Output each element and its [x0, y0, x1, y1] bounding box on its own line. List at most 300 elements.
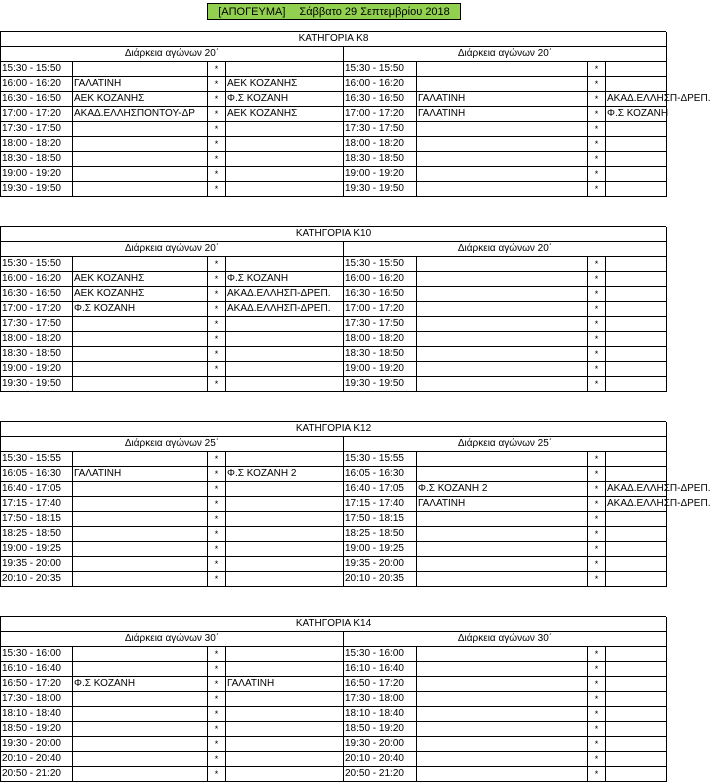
team-away-left: ΑΚΑΔ.ΕΛΛΗΣΠ-ΔΡΕΠ. [226, 287, 344, 302]
team-home-right [417, 362, 588, 377]
time-slot-right: 19:00 - 19:20 [344, 167, 417, 182]
time-slot-left: 20:50 - 21:20 [1, 767, 73, 782]
time-slot-left: 16:40 - 17:05 [1, 482, 73, 497]
team-away-left: ΑΚΑΔ.ΕΛΛΗΣΠ-ΔΡΕΠ. [226, 302, 344, 317]
team-home-left: ΓΑΛΑΤΙΝΗ [73, 467, 208, 482]
team-away-left: Φ.Σ ΚΟΖΑΝΗ 2 [226, 467, 344, 482]
versus-marker: * [208, 167, 226, 182]
versus-marker: * [588, 677, 606, 692]
versus-marker: * [588, 452, 606, 467]
team-away-left [226, 317, 344, 332]
team-away-left [226, 722, 344, 737]
time-slot-right: 20:10 - 20:35 [344, 572, 417, 587]
time-slot-left: 17:00 - 17:20 [1, 107, 73, 122]
versus-marker: * [588, 707, 606, 722]
versus-marker: * [208, 767, 226, 782]
team-away-left [226, 452, 344, 467]
team-home-left: Φ.Σ ΚΟΖΑΝΗ [73, 677, 208, 692]
team-away-left [226, 152, 344, 167]
versus-marker: * [208, 332, 226, 347]
team-home-right [417, 257, 588, 272]
versus-marker: * [588, 347, 606, 362]
versus-marker: * [208, 737, 226, 752]
team-away-left [226, 542, 344, 557]
team-away-left [226, 557, 344, 572]
team-away-right: ΑΚΑΔ.ΕΛΛΗΣΠ-ΔΡΕΠ. [606, 92, 667, 107]
versus-marker: * [208, 527, 226, 542]
team-home-right: Φ.Σ ΚΟΖΑΝΗ 2 [417, 482, 588, 497]
team-away-left [226, 497, 344, 512]
category-title: ΚΑΤΗΓΟΡΙΑ Κ12 [1, 422, 667, 437]
team-away-left [226, 707, 344, 722]
team-away-left: ΑΕΚ ΚΟΖΑΝΗΣ [226, 107, 344, 122]
time-slot-right: 16:00 - 16:20 [344, 77, 417, 92]
time-slot-left: 20:10 - 20:40 [1, 752, 73, 767]
team-away-right [606, 572, 667, 587]
time-slot-left: 18:50 - 19:20 [1, 722, 73, 737]
team-home-right [417, 692, 588, 707]
team-away-left [226, 512, 344, 527]
team-home-right [417, 737, 588, 752]
team-away-right [606, 542, 667, 557]
period-label: [ΑΠΟΓΕΥΜΑ] [218, 5, 286, 18]
versus-marker: * [588, 92, 606, 107]
time-slot-right: 17:30 - 17:50 [344, 122, 417, 137]
time-slot-right: 16:10 - 16:40 [344, 662, 417, 677]
time-slot-left: 16:10 - 16:40 [1, 662, 73, 677]
team-away-right [606, 512, 667, 527]
time-slot-left: 16:30 - 16:50 [1, 92, 73, 107]
team-away-right [606, 287, 667, 302]
time-slot-left: 19:00 - 19:20 [1, 362, 73, 377]
category-block [0, 421, 710, 587]
time-slot-right: 19:30 - 20:00 [344, 737, 417, 752]
time-slot-right: 18:10 - 18:40 [344, 707, 417, 722]
time-slot-left: 17:00 - 17:20 [1, 302, 73, 317]
team-away-left [226, 482, 344, 497]
team-home-right [417, 662, 588, 677]
time-slot-right: 18:30 - 18:50 [344, 152, 417, 167]
team-away-right [606, 647, 667, 662]
team-home-right [417, 77, 588, 92]
versus-marker: * [588, 737, 606, 752]
date-label: Σάββατο 29 Σεπτεμβρίου 2018 [299, 5, 450, 18]
team-home-left [73, 512, 208, 527]
team-home-right [417, 722, 588, 737]
versus-marker: * [208, 302, 226, 317]
time-slot-right: 16:30 - 16:50 [344, 287, 417, 302]
team-away-right [606, 662, 667, 677]
team-away-left: Φ.Σ ΚΟΖΑΝΗ [226, 92, 344, 107]
team-home-left [73, 182, 208, 197]
time-slot-right: 18:00 - 18:20 [344, 137, 417, 152]
team-home-left [73, 767, 208, 782]
team-home-right [417, 752, 588, 767]
team-away-right [606, 122, 667, 137]
time-slot-left: 15:30 - 15:50 [1, 62, 73, 77]
versus-marker: * [208, 92, 226, 107]
versus-marker: * [208, 347, 226, 362]
team-away-right [606, 302, 667, 317]
team-away-right [606, 737, 667, 752]
duration-left: Διάρκεια αγώνων 30΄ [1, 632, 344, 647]
versus-marker: * [588, 287, 606, 302]
team-away-right [606, 152, 667, 167]
versus-marker: * [208, 362, 226, 377]
team-away-left [226, 572, 344, 587]
versus-marker: * [588, 512, 606, 527]
team-home-left [73, 122, 208, 137]
versus-marker: * [208, 152, 226, 167]
team-away-left [226, 362, 344, 377]
time-slot-right: 18:30 - 18:50 [344, 347, 417, 362]
team-home-right [417, 152, 588, 167]
category-block [0, 31, 710, 197]
time-slot-right: 19:35 - 20:00 [344, 557, 417, 572]
team-away-right [606, 347, 667, 362]
team-home-left: ΑΕΚ ΚΟΖΑΝΗΣ [73, 272, 208, 287]
team-away-right [606, 692, 667, 707]
time-slot-left: 15:30 - 15:55 [1, 452, 73, 467]
versus-marker: * [588, 257, 606, 272]
team-away-left [226, 647, 344, 662]
team-home-left [73, 707, 208, 722]
team-home-left [73, 257, 208, 272]
time-slot-right: 17:00 - 17:20 [344, 302, 417, 317]
team-home-left [73, 362, 208, 377]
time-slot-right: 20:10 - 20:40 [344, 752, 417, 767]
versus-marker: * [208, 317, 226, 332]
time-slot-left: 18:25 - 18:50 [1, 527, 73, 542]
team-home-left [73, 692, 208, 707]
team-home-left [73, 152, 208, 167]
team-home-right [417, 167, 588, 182]
time-slot-left: 19:30 - 20:00 [1, 737, 73, 752]
time-slot-left: 16:00 - 16:20 [1, 77, 73, 92]
team-home-right [417, 767, 588, 782]
versus-marker: * [588, 557, 606, 572]
team-home-left [73, 722, 208, 737]
time-slot-left: 17:15 - 17:40 [1, 497, 73, 512]
duration-left: Διάρκεια αγώνων 20΄ [1, 47, 344, 62]
team-home-right [417, 317, 588, 332]
team-home-left [73, 482, 208, 497]
team-away-right [606, 62, 667, 77]
team-home-right: ΓΑΛΑΤΙΝΗ [417, 497, 588, 512]
team-away-left [226, 767, 344, 782]
date-banner [207, 3, 461, 20]
team-away-left: ΑΕΚ ΚΟΖΑΝΗΣ [226, 77, 344, 92]
team-home-right [417, 122, 588, 137]
category-title: ΚΑΤΗΓΟΡΙΑ Κ8 [1, 32, 667, 47]
time-slot-left: 19:35 - 20:00 [1, 557, 73, 572]
versus-marker: * [208, 77, 226, 92]
team-away-right [606, 377, 667, 392]
team-home-left [73, 137, 208, 152]
team-away-left [226, 377, 344, 392]
versus-marker: * [208, 287, 226, 302]
team-away-right: ΑΚΑΔ.ΕΛΛΗΣΠ-ΔΡΕΠ. [606, 482, 667, 497]
time-slot-left: 16:00 - 16:20 [1, 272, 73, 287]
team-away-right [606, 722, 667, 737]
time-slot-right: 15:30 - 15:50 [344, 257, 417, 272]
time-slot-left: 16:05 - 16:30 [1, 467, 73, 482]
versus-marker: * [208, 377, 226, 392]
team-away-right [606, 167, 667, 182]
team-home-left [73, 662, 208, 677]
team-away-left: Φ.Σ ΚΟΖΑΝΗ [226, 272, 344, 287]
time-slot-left: 17:30 - 17:50 [1, 317, 73, 332]
team-home-left [73, 377, 208, 392]
team-home-left: ΑΕΚ ΚΟΖΑΝΗΣ [73, 287, 208, 302]
versus-marker: * [208, 62, 226, 77]
team-away-left [226, 347, 344, 362]
time-slot-left: 16:30 - 16:50 [1, 287, 73, 302]
time-slot-left: 18:30 - 18:50 [1, 152, 73, 167]
team-home-right [417, 182, 588, 197]
team-home-right: ΓΑΛΑΤΙΝΗ [417, 92, 588, 107]
team-away-right [606, 77, 667, 92]
team-home-left [73, 62, 208, 77]
versus-marker: * [208, 482, 226, 497]
versus-marker: * [208, 497, 226, 512]
versus-marker: * [208, 662, 226, 677]
duration-left: Διάρκεια αγώνων 20΄ [1, 242, 344, 257]
versus-marker: * [208, 692, 226, 707]
team-home-left [73, 347, 208, 362]
duration-left: Διάρκεια αγώνων 25΄ [1, 437, 344, 452]
versus-marker: * [588, 752, 606, 767]
team-away-left [226, 332, 344, 347]
time-slot-right: 16:30 - 16:50 [344, 92, 417, 107]
team-away-left [226, 692, 344, 707]
team-home-right [417, 542, 588, 557]
team-away-right [606, 557, 667, 572]
time-slot-left: 18:10 - 18:40 [1, 707, 73, 722]
page-header [0, 0, 667, 24]
team-home-right [417, 347, 588, 362]
category-block [0, 226, 666, 392]
team-home-right [417, 452, 588, 467]
time-slot-left: 18:30 - 18:50 [1, 347, 73, 362]
team-away-left [226, 527, 344, 542]
team-home-right [417, 557, 588, 572]
versus-marker: * [588, 62, 606, 77]
versus-marker: * [208, 122, 226, 137]
time-slot-right: 18:00 - 18:20 [344, 332, 417, 347]
versus-marker: * [208, 557, 226, 572]
team-home-right [417, 62, 588, 77]
team-home-left [73, 527, 208, 542]
team-away-left: ΓΑΛΑΤΙΝΗ [226, 677, 344, 692]
versus-marker: * [208, 572, 226, 587]
team-away-right [606, 317, 667, 332]
versus-marker: * [208, 137, 226, 152]
versus-marker: * [208, 272, 226, 287]
versus-marker: * [588, 272, 606, 287]
team-away-left [226, 122, 344, 137]
team-home-left [73, 317, 208, 332]
versus-marker: * [588, 662, 606, 677]
team-away-right [606, 257, 667, 272]
team-home-right [417, 272, 588, 287]
team-home-right [417, 467, 588, 482]
duration-right: Διάρκεια αγώνων 25΄ [344, 437, 667, 452]
team-home-right [417, 647, 588, 662]
team-home-left [73, 167, 208, 182]
time-slot-right: 20:50 - 21:20 [344, 767, 417, 782]
duration-right: Διάρκεια αγώνων 20΄ [344, 242, 667, 257]
time-slot-right: 15:30 - 16:00 [344, 647, 417, 662]
team-away-left [226, 137, 344, 152]
time-slot-right: 19:00 - 19:20 [344, 362, 417, 377]
time-slot-right: 17:50 - 18:15 [344, 512, 417, 527]
team-away-right [606, 752, 667, 767]
time-slot-left: 17:30 - 17:50 [1, 122, 73, 137]
team-away-right [606, 527, 667, 542]
time-slot-right: 18:25 - 18:50 [344, 527, 417, 542]
team-away-right [606, 182, 667, 197]
time-slot-left: 19:00 - 19:20 [1, 167, 73, 182]
team-away-right [606, 362, 667, 377]
team-away-left [226, 62, 344, 77]
time-slot-left: 19:30 - 19:50 [1, 377, 73, 392]
team-home-right [417, 677, 588, 692]
time-slot-right: 15:30 - 15:55 [344, 452, 417, 467]
team-away-right: Φ.Σ ΚΟΖΑΝΗ [606, 107, 667, 122]
duration-right: Διάρκεια αγώνων 20΄ [344, 47, 667, 62]
versus-marker: * [588, 182, 606, 197]
team-away-right [606, 677, 667, 692]
team-home-right [417, 512, 588, 527]
team-away-right [606, 707, 667, 722]
team-away-right [606, 452, 667, 467]
time-slot-right: 19:30 - 19:50 [344, 377, 417, 392]
team-home-left [73, 752, 208, 767]
team-away-left [226, 182, 344, 197]
versus-marker: * [588, 542, 606, 557]
team-home-right [417, 572, 588, 587]
versus-marker: * [588, 467, 606, 482]
time-slot-right: 17:00 - 17:20 [344, 107, 417, 122]
time-slot-right: 16:50 - 17:20 [344, 677, 417, 692]
team-away-left [226, 737, 344, 752]
time-slot-left: 19:00 - 19:25 [1, 542, 73, 557]
team-away-left [226, 662, 344, 677]
team-home-left [73, 647, 208, 662]
team-away-right: ΑΚΑΔ.ΕΛΛΗΣΠ-ΔΡΕΠ. [606, 497, 667, 512]
time-slot-left: 17:30 - 18:00 [1, 692, 73, 707]
versus-marker: * [208, 722, 226, 737]
time-slot-right: 16:00 - 16:20 [344, 272, 417, 287]
team-home-left [73, 542, 208, 557]
category-title: ΚΑΤΗΓΟΡΙΑ Κ10 [1, 227, 667, 242]
time-slot-right: 18:50 - 19:20 [344, 722, 417, 737]
versus-marker: * [588, 482, 606, 497]
versus-marker: * [208, 647, 226, 662]
team-home-left [73, 572, 208, 587]
versus-marker: * [588, 572, 606, 587]
team-home-right [417, 332, 588, 347]
versus-marker: * [208, 542, 226, 557]
duration-right: Διάρκεια αγώνων 30΄ [344, 632, 667, 647]
team-home-left [73, 332, 208, 347]
versus-marker: * [588, 107, 606, 122]
category-block [0, 616, 666, 782]
versus-marker: * [208, 107, 226, 122]
versus-marker: * [208, 707, 226, 722]
team-home-left: ΑΚΑΔ.ΕΛΛΗΣΠΟΝΤΟΥ-ΔΡ [73, 107, 208, 122]
time-slot-left: 19:30 - 19:50 [1, 182, 73, 197]
team-away-right [606, 467, 667, 482]
versus-marker: * [208, 467, 226, 482]
team-home-right [417, 137, 588, 152]
team-home-right: ΓΑΛΑΤΙΝΗ [417, 107, 588, 122]
versus-marker: * [208, 257, 226, 272]
team-away-left [226, 752, 344, 767]
versus-marker: * [588, 362, 606, 377]
team-home-left: Φ.Σ ΚΟΖΑΝΗ [73, 302, 208, 317]
team-home-right [417, 527, 588, 542]
versus-marker: * [208, 752, 226, 767]
team-away-right [606, 272, 667, 287]
team-home-left [73, 497, 208, 512]
team-away-right [606, 332, 667, 347]
team-away-right [606, 767, 667, 782]
team-home-left [73, 737, 208, 752]
time-slot-right: 17:30 - 18:00 [344, 692, 417, 707]
team-home-right [417, 377, 588, 392]
versus-marker: * [588, 767, 606, 782]
versus-marker: * [208, 452, 226, 467]
versus-marker: * [588, 377, 606, 392]
versus-marker: * [588, 152, 606, 167]
versus-marker: * [588, 497, 606, 512]
versus-marker: * [588, 167, 606, 182]
versus-marker: * [588, 692, 606, 707]
team-home-left [73, 557, 208, 572]
time-slot-right: 16:40 - 17:05 [344, 482, 417, 497]
time-slot-right: 16:05 - 16:30 [344, 467, 417, 482]
versus-marker: * [588, 302, 606, 317]
versus-marker: * [588, 122, 606, 137]
versus-marker: * [588, 317, 606, 332]
team-away-right [606, 137, 667, 152]
time-slot-left: 15:30 - 15:50 [1, 257, 73, 272]
versus-marker: * [208, 512, 226, 527]
team-home-right [417, 707, 588, 722]
time-slot-right: 19:30 - 19:50 [344, 182, 417, 197]
time-slot-right: 19:00 - 19:25 [344, 542, 417, 557]
versus-marker: * [208, 182, 226, 197]
team-home-left: ΓΑΛΑΤΙΝΗ [73, 77, 208, 92]
time-slot-left: 18:00 - 18:20 [1, 332, 73, 347]
time-slot-right: 15:30 - 15:50 [344, 62, 417, 77]
versus-marker: * [588, 77, 606, 92]
team-home-left: ΑΕΚ ΚΟΖΑΝΗΣ [73, 92, 208, 107]
team-away-left [226, 257, 344, 272]
team-away-left [226, 167, 344, 182]
team-home-right [417, 287, 588, 302]
time-slot-right: 17:30 - 17:50 [344, 317, 417, 332]
time-slot-left: 16:50 - 17:20 [1, 677, 73, 692]
versus-marker: * [588, 527, 606, 542]
category-title: ΚΑΤΗΓΟΡΙΑ Κ14 [1, 617, 667, 632]
time-slot-left: 20:10 - 20:35 [1, 572, 73, 587]
versus-marker: * [588, 647, 606, 662]
versus-marker: * [588, 137, 606, 152]
versus-marker: * [588, 332, 606, 347]
